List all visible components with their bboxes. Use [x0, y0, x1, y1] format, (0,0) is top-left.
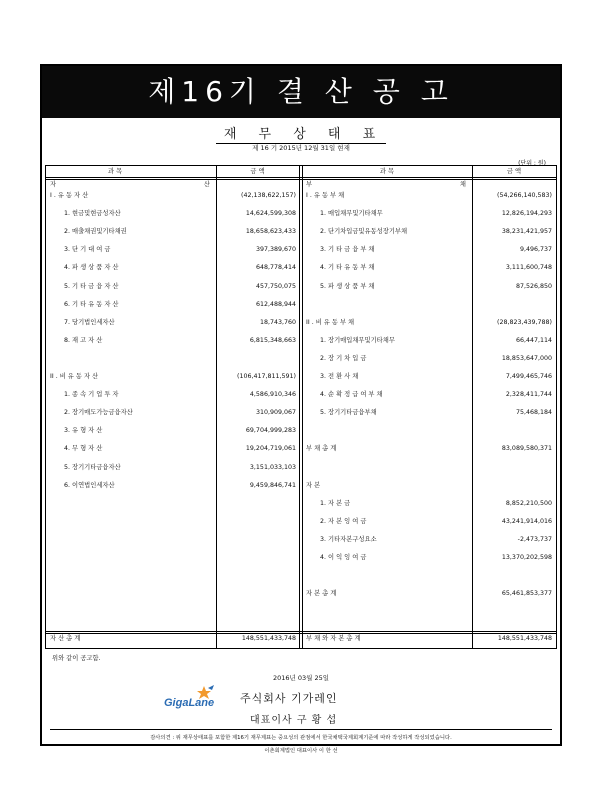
row-label: 5. 기 타 금 융 자 산: [64, 282, 119, 290]
col-divider: [472, 166, 473, 648]
row-amount: 612,488,944: [255, 300, 296, 308]
row-amount: 87,526,850: [515, 282, 552, 290]
row-amount: 13,370,202,598: [501, 554, 552, 561]
audit-opinion: 감사의견 : 위 재무상태표를 포함한 제16기 재무제표는 중요성의 관점에서 한국채택국제회계기준에 따라 작성하게 작성되었습니다.: [150, 735, 452, 741]
row-label: I . 유 동 자 산: [50, 192, 89, 199]
balance-sheet-table: [45, 165, 557, 649]
row-amount: (42,138,622,157): [241, 192, 296, 199]
row-amount: -2,473,737: [517, 535, 552, 543]
row-label: 1. 종 속 기 업 투 자: [64, 391, 119, 399]
row-label: 1. 매입채무및기타채무: [320, 210, 383, 218]
row-label: 5. 장기기타금융자산: [64, 463, 121, 471]
row-label: 1. 장기매입채무및기타채무: [320, 336, 395, 344]
row-amount: 9,459,846,741: [249, 481, 296, 489]
row-label: 2. 자 본 잉 여 금: [320, 517, 367, 525]
announcement-frame: [40, 64, 562, 754]
col-divider: [216, 166, 217, 648]
row-amount: 18,743,760: [259, 318, 296, 326]
auditor-name: 이촌회계법인 대표이사 이 한 선: [264, 748, 338, 754]
row-label: 3. 단 기 대 여 금: [64, 246, 111, 254]
row-label: I . 유 동 부 채: [306, 192, 345, 199]
row-amount: 12,826,194,293: [501, 210, 552, 218]
col-divider: [302, 166, 303, 648]
right-subject-header: 과 목: [379, 168, 395, 175]
row-label: 2. 매출채권및기타채권: [64, 228, 127, 236]
row-label: 1. 자 본 금: [320, 499, 351, 507]
total-liab-equity-label: 부 채 와 자 본 총 계: [306, 635, 361, 642]
row-label: 2. 장기매도가능금융자산: [64, 409, 133, 417]
left-subject-header: [108, 167, 156, 177]
row-amount: 2,328,411,744: [505, 391, 552, 399]
logo-text: GigaLane: [164, 697, 215, 709]
row-amount: 43,241,914,016: [501, 517, 552, 525]
left-subject-header-text: 과 목: [108, 168, 123, 175]
row-amount: 83,089,580,371: [501, 445, 552, 453]
row-label: 6. 기 타 유 동 자 산: [64, 300, 119, 308]
row-amount: 66,447,114: [515, 336, 552, 344]
row-label: II . 비 유 동 자 산: [50, 373, 99, 380]
row-amount: (106,417,811,591): [237, 373, 296, 380]
row-amount: 3,151,033,103: [249, 463, 296, 471]
document-title-text: 재 무 상 태 표: [216, 127, 386, 144]
company-name: 주식회사 기가레인: [240, 692, 338, 705]
row-amount: 75,468,184: [515, 409, 552, 417]
right-amount-header: 금 액: [506, 168, 522, 175]
row-label: 4. 기 타 유 동 부 채: [320, 264, 375, 272]
row-amount: 397,389,670: [255, 246, 296, 254]
row-amount: 18,853,647,000: [501, 354, 552, 362]
assets-heading: [50, 180, 210, 190]
footer-divider: [50, 729, 552, 730]
row-label: II . 비 유 동 부 채: [306, 318, 355, 326]
row-amount: 14,624,599,308: [245, 210, 296, 218]
document-date: 제 16 기 2015년 12월 31일 현재: [252, 144, 350, 152]
row-label: 3. 유 형 자 산: [64, 427, 103, 435]
col-divider: [299, 166, 300, 648]
row-amount: 8,852,210,500: [505, 499, 552, 507]
row-label: 3. 기 타 금 융 부 채: [320, 246, 375, 254]
row-label: 4. 파 생 상 품 자 산: [64, 264, 119, 272]
row-label: 부 채 총 계: [306, 445, 337, 453]
row-amount: 6,815,348,663: [249, 336, 296, 344]
row-label: 4. 순 확 정 급 여 부 채: [320, 391, 383, 399]
ceo-name: 대표이사 구 황 섭: [250, 715, 338, 726]
assets-heading-left: 자: [50, 181, 57, 188]
liabilities-heading-right: 채: [459, 181, 466, 188]
row-label: 1. 현금및현금성자산: [64, 210, 121, 218]
signature-date: 2016년 03월 25일: [272, 674, 330, 682]
row-label: 2. 장 기 차 입 금: [320, 354, 367, 362]
liabilities-heading-left: 부: [306, 181, 313, 188]
document-title: [42, 123, 560, 142]
assets-heading-right: 산: [203, 181, 210, 188]
row-amount: 310,909,067: [255, 409, 296, 417]
row-amount: (28,823,439,788): [497, 318, 552, 326]
row-label: 4. 이 익 잉 여 금: [320, 554, 367, 561]
row-label: 6. 이연법인세자산: [64, 481, 115, 489]
row-label: 3. 전 환 사 채: [320, 373, 359, 380]
row-amount: 648,778,414: [255, 264, 296, 272]
row-label: 7. 당기법인세자산: [64, 318, 115, 326]
liabilities-heading: [306, 180, 466, 190]
row-amount: 65,461,853,377: [501, 590, 552, 598]
gigalane-logo: [162, 684, 250, 710]
left-amount-header: 금 액: [250, 168, 265, 175]
row-amount: 69,704,999,283: [245, 427, 296, 435]
row-amount: 38,231,421,957: [501, 228, 552, 236]
row-label: 8. 재 고 자 산: [64, 336, 103, 344]
announcement-note: 위와 같이 공고함.: [52, 655, 101, 662]
row-label: 2. 단기차입금및유동성장기부채: [320, 228, 408, 236]
row-amount: 3,111,600,748: [505, 264, 552, 272]
total-rule: [46, 631, 556, 632]
row-label: 자 본: [306, 481, 321, 489]
total-liab-equity-amount: 148,551,433,748: [497, 635, 552, 642]
row-amount: 18,658,623,433: [245, 228, 296, 236]
row-amount: 19,204,719,061: [245, 445, 296, 453]
row-amount: 4,586,910,346: [249, 391, 296, 399]
row-label: 5. 파 생 상 품 부 채: [320, 282, 375, 290]
announcement-banner: 제16기 결 산 공 고: [42, 66, 560, 118]
row-amount: (54,266,140,583): [497, 192, 552, 199]
total-assets-label: 자 산 총 계: [50, 635, 81, 642]
row-label: 3. 기타자본구성요소: [320, 535, 377, 543]
unit-label: (단위 : 원): [518, 160, 546, 167]
row-amount: 9,496,737: [519, 246, 552, 254]
header-rule: [46, 177, 556, 178]
row-label: 4. 무 형 자 산: [64, 445, 103, 453]
row-amount: 457,750,075: [255, 282, 296, 290]
total-assets-amount: 148,551,433,748: [241, 635, 296, 642]
row-label: 5. 장기기타금융부채: [320, 409, 377, 417]
row-amount: 7,499,465,746: [505, 373, 552, 380]
row-label: 자 본 총 계: [306, 590, 337, 598]
